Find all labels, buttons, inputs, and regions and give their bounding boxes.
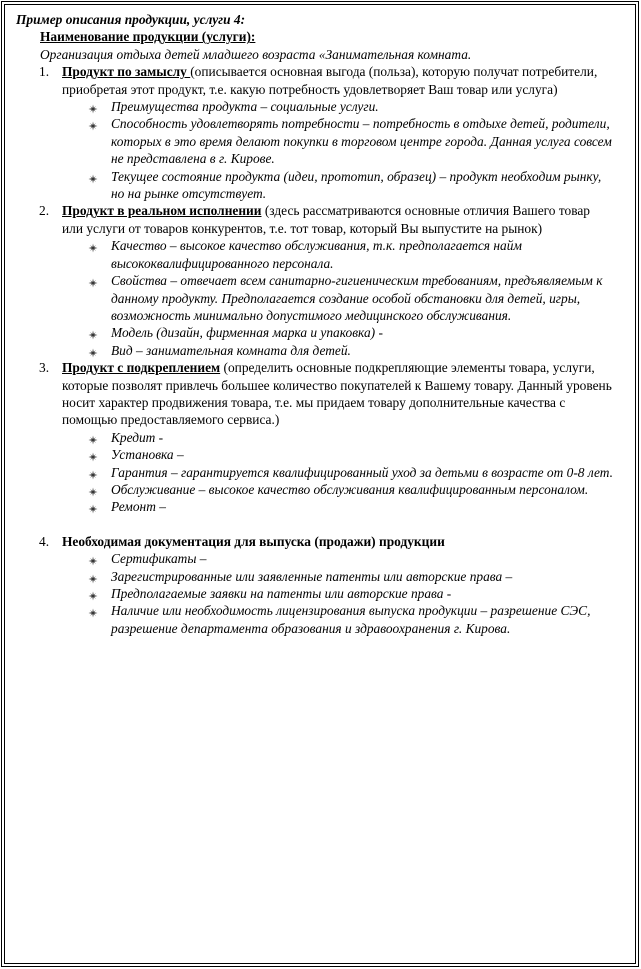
bullet-text: Гарантия – гарантируется квалифицированный уход за детьми в возрасте от 0-8 лет. (111, 464, 613, 480)
arrow-bullet-icon (88, 118, 98, 128)
bullet-text: Кредит - (111, 429, 164, 445)
document-content (16, 11, 614, 637)
arrow-bullet-icon (88, 101, 98, 111)
bullet-item (16, 550, 614, 567)
arrow-bullet-icon (88, 327, 98, 337)
list-item (16, 359, 614, 429)
product-levels-list (16, 63, 614, 637)
bullet-text: Преимущества продукта – социальные услуги. (111, 99, 379, 115)
item-number: 1. (39, 64, 50, 80)
bullet-text: Зарегистрированные или заявленные патенты или авторские права – (111, 568, 513, 584)
bullet-item (16, 585, 614, 602)
bullet-text: Свойства – отвечает всем санитарно-гигиеническим требованиям, предъявляемым к данному продукту. Предполагается создание особой обстановки для детей, игры, возможность минимально допустимого медицинского обслуживания. (111, 273, 603, 323)
bullet-item (16, 272, 614, 324)
bullet-item (16, 481, 614, 498)
product-name-title: Наименование продукции (услуги): (40, 29, 256, 45)
bullet-text: Установка – (111, 447, 184, 463)
bullet-text: Обслуживание – высокое качество обслуживания квалифицированным персоналом. (111, 481, 589, 497)
arrow-bullet-icon (88, 345, 98, 355)
bullet-item (16, 446, 614, 463)
bullet-item (16, 98, 614, 115)
example-heading: Пример описания продукции, услуги 4: (16, 12, 246, 27)
bullet-item (16, 429, 614, 446)
arrow-bullet-icon (88, 588, 98, 598)
bullet-item (16, 324, 614, 341)
arrow-bullet-icon (88, 484, 98, 494)
bullet-text: Текущее состояние продукта (идеи, прототип, образец) – продукт необходим рынку, но на рынке отсутствует. (111, 168, 602, 202)
arrow-bullet-icon (88, 605, 98, 615)
bullet-item (16, 237, 614, 272)
arrow-bullet-icon (88, 501, 98, 511)
arrow-bullet-icon (88, 571, 98, 581)
organization-text: Организация отдыха детей младшего возраста «Занимательная комната. (40, 46, 472, 62)
item-title: Продукт с подкреплением (62, 360, 221, 376)
item-title: Продукт в реальном исполнении (62, 203, 262, 219)
arrow-bullet-icon (88, 432, 98, 442)
bullet-item (16, 115, 614, 167)
list-item (16, 533, 614, 550)
bullet-text: Вид – занимательная комната для детей. (111, 342, 351, 358)
bullet-text: Модель (дизайн, фирменная марка и упаковка) - (111, 325, 383, 341)
item-description: (здесь рассматриваются основные отличия Вашего товар или услуги от товаров конкурентов, т.е. тот товар, который Вы выпустите на рынок) (62, 203, 590, 236)
item-title: Продукт по замыслу (62, 64, 191, 80)
arrow-bullet-icon (88, 467, 98, 477)
bullet-text: Ремонт – (111, 499, 166, 515)
item-number: 3. (39, 360, 50, 376)
arrow-bullet-icon (88, 171, 98, 181)
bullet-text: Предполагаемые заявки на патенты или авторские права - (111, 586, 452, 601)
bullet-item (16, 168, 614, 203)
bullet-text: Способность удовлетворять потребности – потребность в отдыхе детей, родители, которых в это время делают покупки в торговом центре города. Данная услуга совсем не представлена в г. Кирове. (111, 116, 612, 167)
item-title: Необходимая документация для выпуска (продажи) продукции (62, 533, 445, 549)
bullet-item (16, 498, 614, 515)
bullet-text: Наличие или необходимость лицензирования выпуска продукции – разрешение СЭС, разрешение департамента образования и здравоохранения г. Кирова. (111, 603, 591, 636)
item-number: 2. (39, 203, 50, 219)
bullet-item (16, 342, 614, 359)
bullet-item (16, 568, 614, 585)
blank-line (16, 516, 614, 533)
list-item (16, 202, 614, 237)
item-description: (описывается основная выгода (польза), которую получат потребители, приобретая этот продукт, т.е. какую потребность удовлетворяет Ваш товар или услуга) (62, 64, 598, 97)
list-item (16, 63, 614, 98)
bullet-text: Сертификаты – (111, 551, 207, 567)
arrow-bullet-icon (88, 449, 98, 459)
arrow-bullet-icon (88, 275, 98, 285)
bullet-item (16, 464, 614, 481)
bullet-item (16, 602, 614, 637)
bullet-text: Качество – высокое качество обслуживания, т.к. предполагается найм высококвалифицированного персонала. (111, 238, 522, 271)
item-number: 4. (39, 533, 50, 549)
arrow-bullet-icon (88, 553, 98, 563)
item-description: (определить основные подкрепляющие элементы товара, услуги, которые позволят привлечь большее количество покупателей к Вашему товару. Данный уровень носит характер продвижения товара, т.е. мы придаем товару дополнительные качества с помощью предоставляемого сервиса.) (62, 360, 612, 428)
arrow-bullet-icon (88, 240, 98, 250)
